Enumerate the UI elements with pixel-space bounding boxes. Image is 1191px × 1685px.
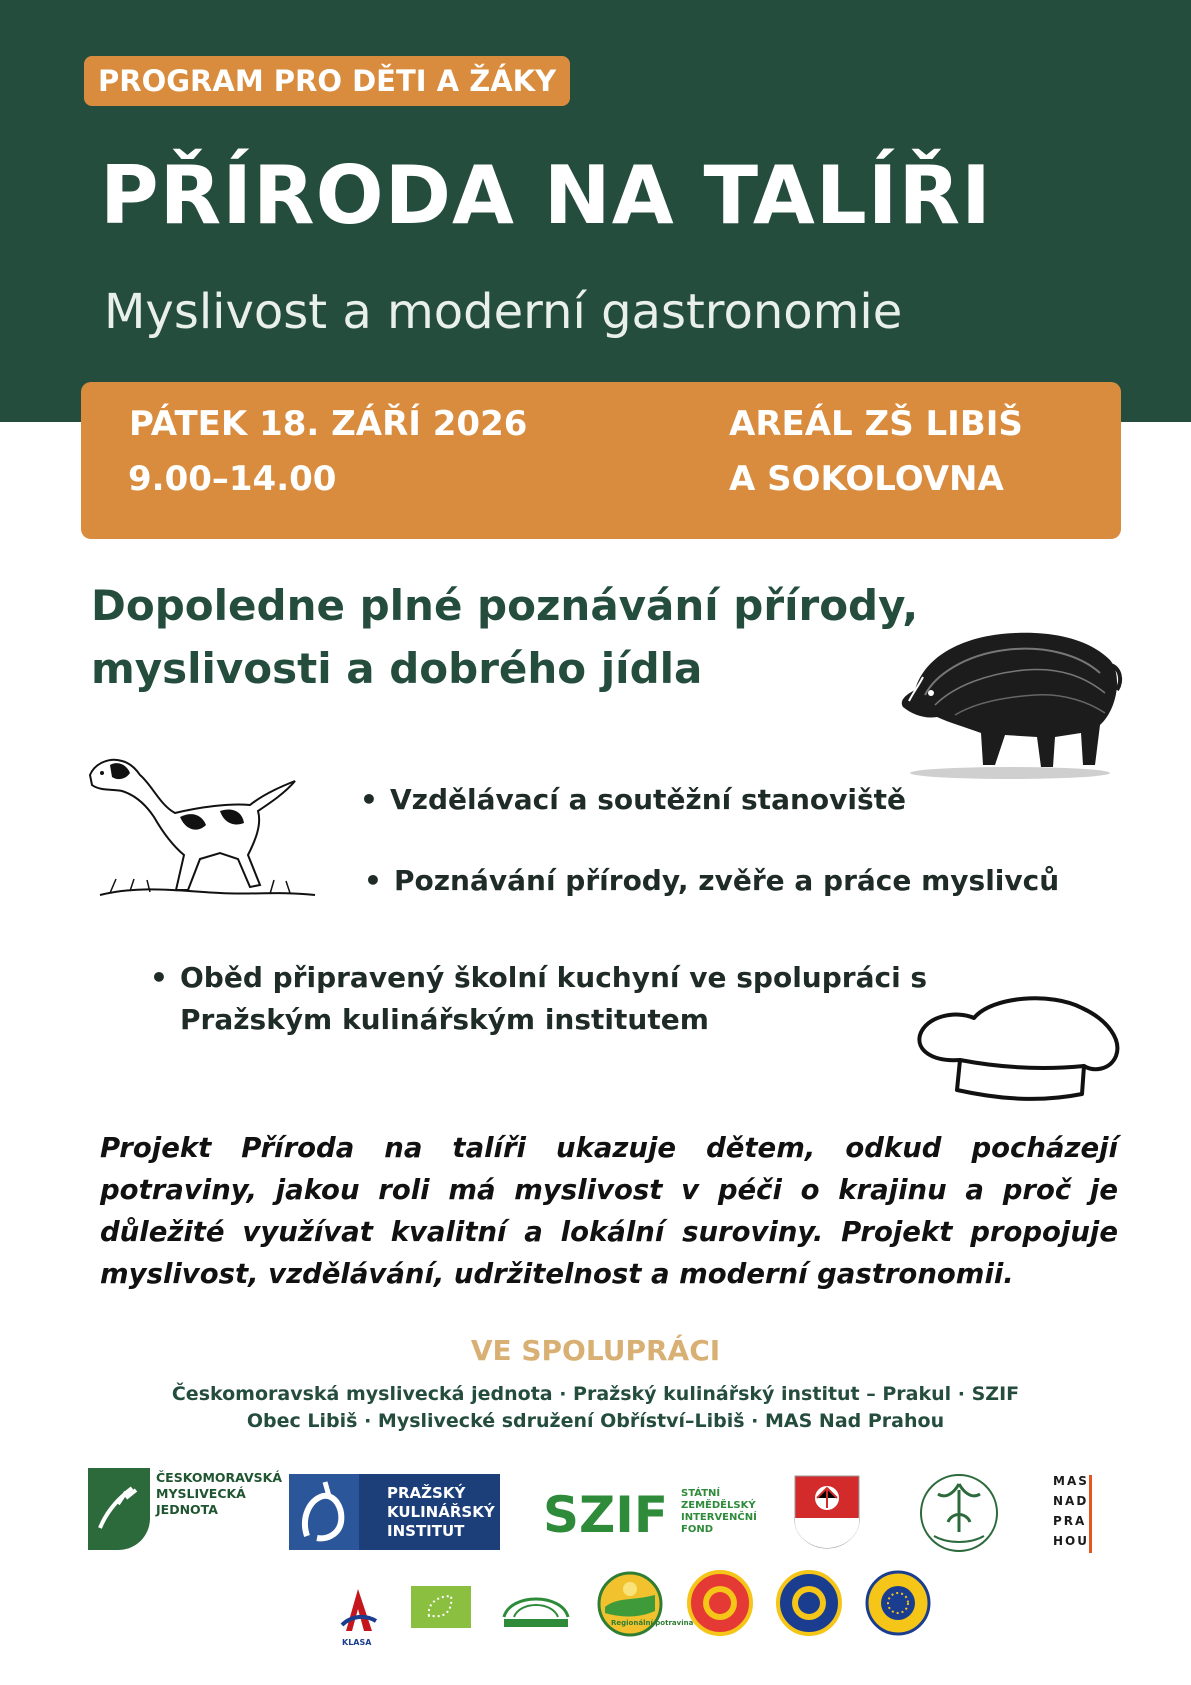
- svg-text:HOU: HOU: [1053, 1534, 1089, 1548]
- svg-text:ČESKOMORAVSKÁ: ČESKOMORAVSKÁ: [156, 1470, 283, 1485]
- svg-text:INSTITUT: INSTITUT: [387, 1522, 465, 1540]
- cooperation-line2: Obec Libiš · Myslivecké sdružení Obříství–Libiš · MAS Nad Prahou: [246, 1410, 945, 1432]
- wild-boar-illustration: [895, 615, 1125, 785]
- mas-nad-prahou-logo: [1051, 1471, 1093, 1559]
- svg-text:JEDNOTA: JEDNOTA: [156, 1502, 218, 1517]
- svg-text:ZEMĚDĚLSKÝ: ZEMĚDĚLSKÝ: [681, 1500, 756, 1511]
- svg-text:MYSLIVECKÁ: MYSLIVECKÁ: [156, 1486, 246, 1501]
- page-title: PŘÍRODA NA TALÍŘI: [100, 149, 992, 242]
- page-subtitle: Myslivost a moderní gastronomie: [104, 284, 903, 340]
- event-place-line1: AREÁL ZŠ LIBIŠ: [729, 404, 1023, 444]
- cooperation-title: VE SPOLUPRÁCI: [470, 1334, 721, 1367]
- chef-hat-icon: [912, 990, 1126, 1102]
- event-time: 9.00–14.00: [128, 459, 337, 499]
- section-headline: [91, 574, 991, 700]
- svg-text:SZIF: SZIF: [543, 1486, 669, 1544]
- svg-text:KLASA: KLASA: [342, 1638, 372, 1647]
- bullet-item: • Poznávání přírody, zvěře a práce myslivců: [364, 864, 1060, 897]
- eu-organic-logo: [411, 1586, 471, 1628]
- prakul-logo: [289, 1474, 500, 1550]
- zarucena-tradicni-specialita-logo: [865, 1570, 931, 1636]
- headline-line1: Dopoledne plné poznávání přírody,: [91, 581, 919, 630]
- regionalni-potravina-logo: [597, 1571, 694, 1637]
- bio-product-logo: [500, 1587, 572, 1631]
- cmmj-logo: [88, 1468, 283, 1550]
- svg-text:NAD: NAD: [1053, 1494, 1089, 1508]
- chranene-oznaceni-puvodu-logo: [687, 1570, 753, 1636]
- project-description: Projekt Příroda na talíři ukazuje dětem, odkud pocházejí potraviny, jakou roli má myslivost v péči o krajinu a proč je důležité využívat kvalitní a lokální suroviny. Projekt propojuje myslivost, vzdělávání, udržitelnost a moderní gastronomii.: [100, 1132, 1118, 1290]
- svg-text:Regionální potravina: Regionální potravina: [611, 1619, 694, 1627]
- svg-text:MAS: MAS: [1053, 1474, 1089, 1488]
- hunting-dog-illustration: [80, 745, 320, 905]
- myslivecke-sdruzeni-logo: [918, 1472, 1000, 1554]
- svg-text:KULINÁŘSKÝ: KULINÁŘSKÝ: [387, 1503, 495, 1521]
- svg-text:INTERVENČNÍ: INTERVENČNÍ: [681, 1512, 757, 1523]
- cooperation-line1: Českomoravská myslivecká jednota · Pražský kulinářský institut – Prakul · SZIF: [171, 1383, 1020, 1405]
- svg-text:PRA: PRA: [1053, 1514, 1087, 1528]
- event-date: PÁTEK 18. ZÁŘÍ 2026: [129, 404, 528, 444]
- klasa-logo: [338, 1585, 378, 1647]
- bullet-item: • Vzdělávací a soutěžní stanoviště: [360, 783, 907, 816]
- event-info-box: [81, 382, 1121, 539]
- svg-text:STÁTNÍ: STÁTNÍ: [681, 1488, 721, 1499]
- chranene-zemepisne-oznaceni-logo: [776, 1570, 842, 1636]
- szif-logo: [543, 1482, 757, 1544]
- program-tag: PROGRAM PRO DĚTI A ŽÁKY: [84, 56, 570, 106]
- headline-line2: myslivosti a dobrého jídla: [91, 644, 703, 693]
- obec-libis-coat-of-arms: [793, 1474, 861, 1550]
- bullet-item: • Oběd připravený školní kuchyní ve spolupráci s Pražským kulinářským institutem: [150, 961, 928, 1036]
- svg-text:PRAŽSKÝ: PRAŽSKÝ: [387, 1484, 466, 1502]
- event-place-line2: A SOKOLOVNA: [729, 459, 1004, 499]
- svg-text:FOND: FOND: [681, 1524, 714, 1535]
